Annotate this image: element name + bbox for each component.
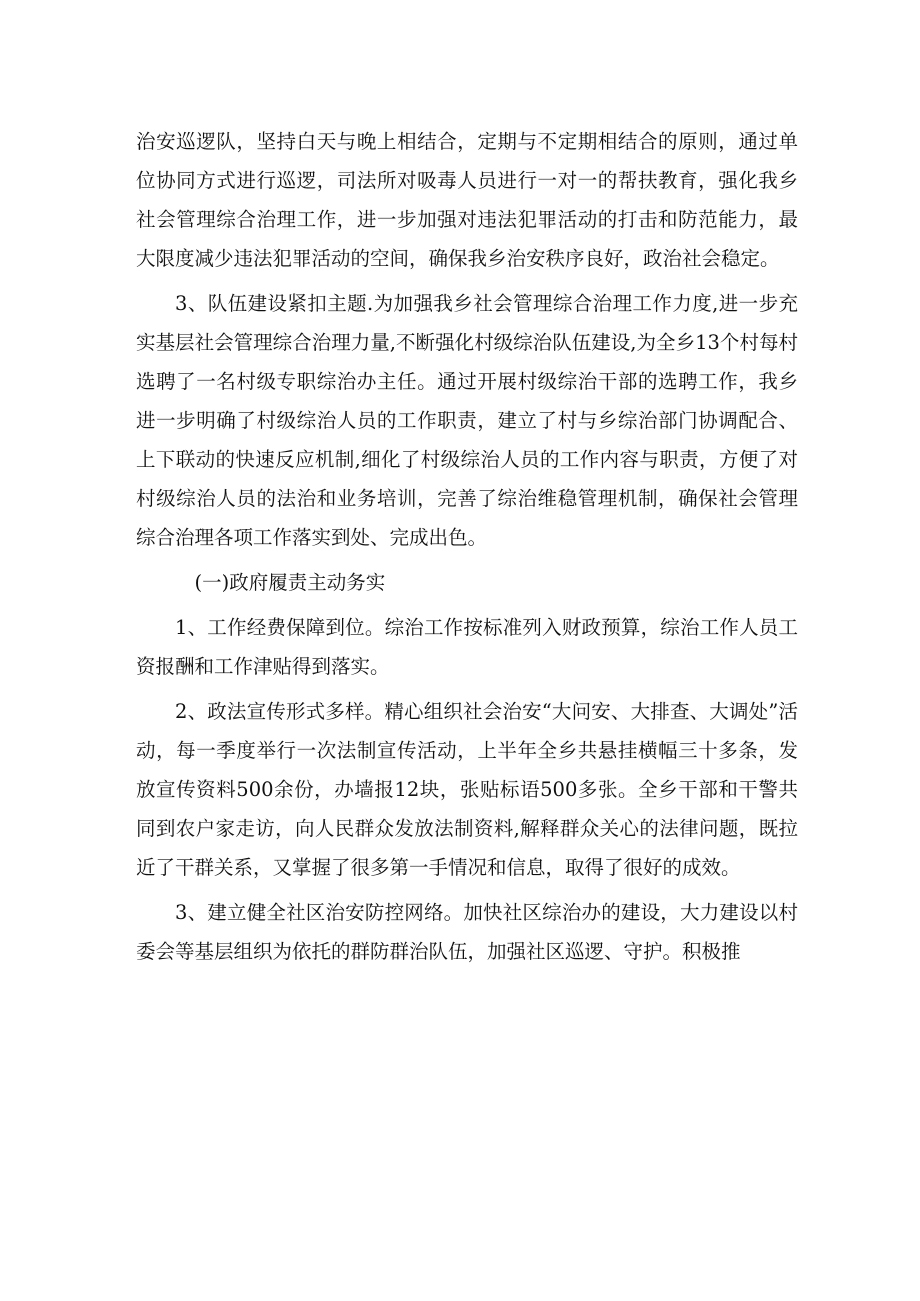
paragraph-team-building: 3、队伍建设紧扣主题.为加强我乡社会管理综合治理工作力度,进一步充实基层社会管理综合治理力量,不断强化村级综治队伍建设,为全乡13个村每村选聘了一名村级专职综治办主任。通过开展村级综治干部的选聘工作，我乡进一步明确了村级综治人员的工作职责，建立了村与乡综治部门协调配合、上下联动的快速反应机制,细化了村级综治人员的工作内容与职责，方便了对村级综治人员的法治和业务培训，完善了综治维稳管理机制，确保社会管理综合治理各项工作落实到处、完成出色。: [136, 292, 798, 549]
paragraph-publicity: 2、政法宣传形式多样。精心组织社会治安“大问安、大排查、大调处”活动，每一季度举行一次法制宣传活动，上半年全乡共悬挂横幅三十多条，发放宣传资料500余份，办墙报12块，张贴标语500多张。全乡干部和干警共同到农户家走访，向人民群众发放法制资料,解释群众关心的法律问题，既拉近了干群关系，又掌握了很多第一手情况和信息，取得了很好的成效。: [136, 700, 798, 879]
paragraph-continuation: 治安巡逻队，坚持白天与晚上相结合，定期与不定期相结合的原则，通过单位协同方式进行巡逻，司法所对吸毒人员进行一对一的帮扶教育，强化我乡社会管理综合治理工作，进一步加强对违法犯罪活动的打击和防范能力，最大限度减少违法犯罪活动的空间，确保我乡治安秩序良好，政治社会稳定。: [136, 130, 798, 270]
paragraph-funding: 1、工作经费保障到位。综治工作按标准列入财政预算，综治工作人员工资报酬和工作津贴得到落实。: [136, 616, 798, 678]
paragraph-community-network: 3、建立健全社区治安防控网络。加快社区综治办的建设，大力建设以村委会等基层组织为依托的群防群治队伍，加强社区巡逻、守护。积极推: [136, 901, 798, 963]
section-heading: (一)政府履责主动务实: [194, 571, 386, 594]
document-body: [136, 122, 798, 971]
